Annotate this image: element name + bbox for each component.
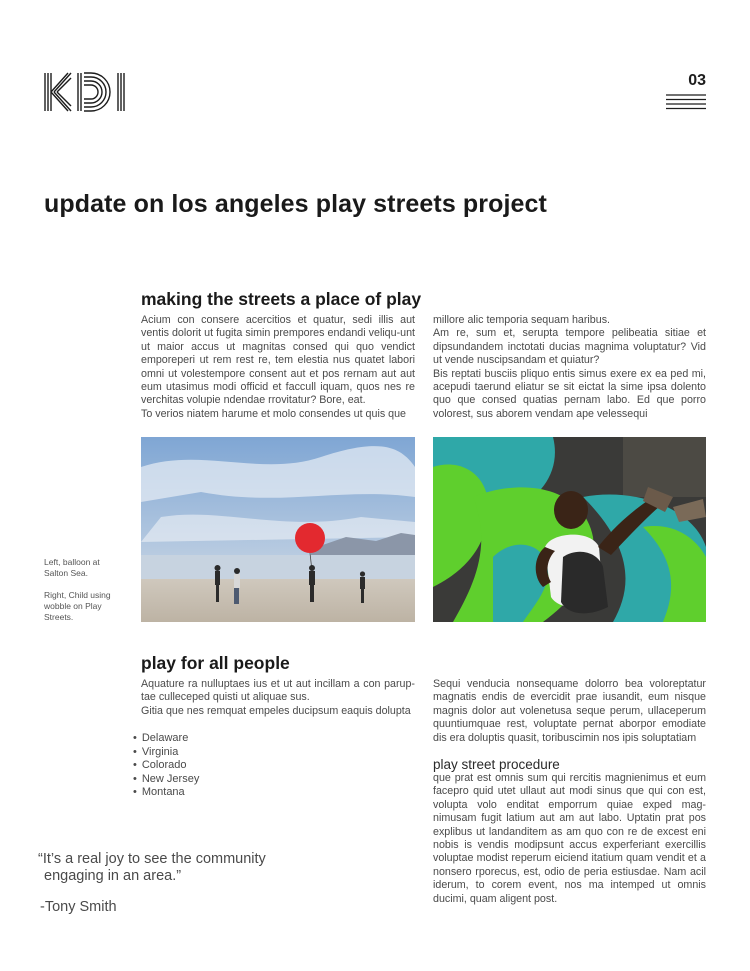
paragraph: Aquature ra nulluptaes ius et ut aut incillam a con parup-tae culleceped quisti ut aliquae sus. [141, 678, 415, 704]
list-item: • Virginia [133, 746, 199, 760]
paragraph: Gitia que nes remquat empeles ducipsum eaquis dolupta [141, 704, 411, 717]
paragraph: To verios niatem harume et molo consendes ut quis que [141, 407, 406, 420]
paragraph: millore alic temporia sequam haribus. [433, 314, 611, 326]
section2-column-left [141, 678, 415, 718]
section-heading-streets: making the streets a place of play [141, 289, 422, 309]
procedure-heading: play street procedure [433, 757, 560, 772]
procedure-text: que prat est omnis sum qui rercitis magnienimus et eum facepro quid utet ullaut aut modi sinus que qui con est, volupta volo enditat emporrum quiae exped mag-nimusam fugit latium aut am aut labo. Uptatin prat pos explibus ut landanditem as am quo con re de excest eni nobis is vendis modipsunt accus experferiant exercillis voluptae modist reperum eiciend itatium quam vendit et a nonsero rporecus, est, odio de peria estiusdae. Nam acil iderum, to corem event, nos ma intemped ut omnis ducimi, quam aligent post. [433, 772, 706, 905]
list-item: • Colorado [133, 759, 199, 773]
quote-line-1: “It’s a real joy to see the community [38, 851, 266, 867]
page-number: 03 [688, 72, 706, 89]
playground-photo [433, 437, 706, 622]
caption-right: Right, Child using wobble on Play Streets. [44, 590, 111, 622]
caption-left: Left, balloon at Salton Sea. [44, 557, 100, 578]
list-item: • Delaware [133, 732, 199, 746]
paragraph: Acium con consere acercitios et quatur, sedi illis aut ventis dolorit ut fugita simin prempores endandi veliqu-unt ut maior accus ut magnitas consed qui quo vendict emporeperi ut rem rest re, tem elestia nus quatet labori omni ut volestempore consent aut et pos rernam aut aut eum utasimus modi officid et faccull iquam, quos nes re verchitas volupie ndendae rrovitatur? Bore, eat. [141, 314, 415, 407]
quote-line-2: engaging in an area.” [44, 868, 182, 884]
section2-column-right: Sequi venducia nonsequame dolorro bea voloreptatur magnatis endis de evercidit prae iusandit, eum nisque magnis dolor aut volenetusa seque perum, ullaceperum quuntiumquae rest, voluptate pernat aborpor emodiate dis era doluptis quasit, toribuscimin nos ipis soluptatiam [433, 678, 706, 744]
paragraph: Am re, sum et, serupta tempore pelibeatia sitiae et dipsundandem inctotati ducias magnima voluptatur? Vid ut vende nuscipsandam et quiatur? [433, 327, 706, 367]
page-title: update on los angeles play streets project [44, 190, 547, 218]
quote-author: -Tony Smith [40, 899, 117, 915]
section1-column-left [141, 314, 415, 421]
list-item: • New Jersey [133, 773, 199, 787]
list-item: • Montana [133, 786, 199, 800]
balloon-photo [141, 437, 415, 622]
pull-quote [38, 851, 338, 885]
section-heading-play-for-all: play for all people [141, 653, 290, 673]
section1-column-right [433, 314, 706, 421]
menu-lines-icon [666, 94, 706, 112]
photo-captions [44, 557, 124, 634]
paragraph: Bis reptati busciis pliquo entis simus exere ex ea ped mi, acepudi taerund eliatur se sit eictat la sime ipsa dolento quo que consed quatias pernam labo. Ed que porro volorest, sus aborem vendam ape velessequi [433, 367, 706, 420]
kdi-logo [44, 72, 126, 112]
states-list [133, 732, 199, 800]
